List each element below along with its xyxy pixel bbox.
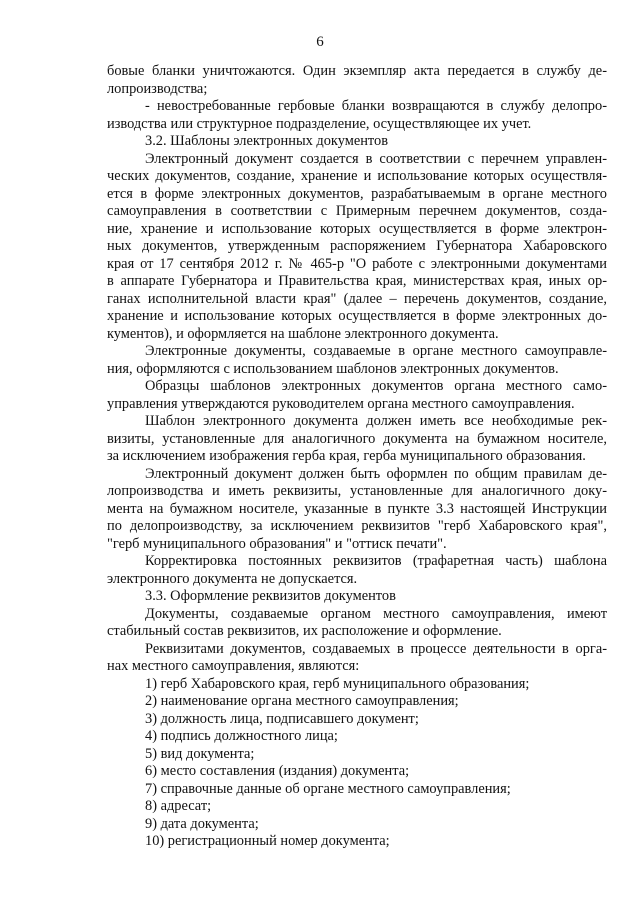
document-body <box>107 63 607 851</box>
text-line: Образцы шаблонов электронных документов органа местного само- <box>145 378 607 394</box>
text-line: - невостребованные гербовые бланки возвращаются в службу делопро- <box>145 98 607 114</box>
text-line: Электронные документы, создаваемые в органе местного самоуправле- <box>145 343 607 359</box>
text-line: ческих документов, создание, хранение и использование которых осуществля- <box>107 168 607 184</box>
text-line: "герб муниципального образования" и "оттиск печати". <box>107 535 447 552</box>
text-line: Электронный документ создается в соответствии с перечнем управлен- <box>145 150 607 167</box>
section-heading: 3.3. Оформление реквизитов документов <box>145 588 396 604</box>
text-line: мента на бумажном носителе, указанные в пункте 3.3 настоящей Инструкции <box>107 500 607 517</box>
text-line: ния, оформляются с использованием шаблонов электронных документов. <box>107 360 559 377</box>
text-line: Шаблон электронного документа должен иметь все необходимые рек- <box>145 413 607 429</box>
list-item: 8) адресат; <box>145 798 212 814</box>
list-item: 2) наименование органа местного самоуправления; <box>145 693 459 709</box>
text-line: лопроизводства; <box>107 80 208 97</box>
list-item: 4) подпись должностного лица; <box>145 728 338 744</box>
text-line: визиты, установленные для аналогичного документа на бумажном носителе, <box>107 430 607 447</box>
text-line: за исключением изображения герба края, герба муниципального образования. <box>107 448 586 464</box>
page-number: 6 <box>316 34 324 50</box>
text-line: лопроизводства и иметь реквизиты, установленные для аналогичного доку- <box>107 483 607 499</box>
text-line: края от 17 сентября 2012 г. № 465-р "О работе с электронными документами <box>107 255 607 272</box>
text-line: электронного документа не допускается. <box>107 570 358 587</box>
text-line: Корректировка постоянных реквизитов (трафаретная часть) шаблона <box>145 553 607 569</box>
text-line: управления утверждаются руководителем органа местного самоуправления. <box>107 395 575 412</box>
text-line: ется в форме электронных документов, разрабатываемым в органе местного <box>107 185 607 202</box>
list-item: 7) справочные данные об органе местного самоуправления; <box>145 780 511 797</box>
text-line: в аппарате Губернатора и Правительства края, министерствах края, иных ор- <box>107 273 607 289</box>
list-item: 3) должность лица, подписавшего документ; <box>145 710 419 727</box>
list-item: 9) дата документа; <box>145 815 259 832</box>
text-line: ние, хранение и использование которых осуществляется в форме электрон- <box>107 220 607 237</box>
text-line: Электронный документ должен быть оформлен по общим правилам де- <box>145 465 607 482</box>
list-item: 10) регистрационный номер документа; <box>145 833 390 849</box>
text-line: ганах исполнительной власти края" (далее – перечень документов, создание, <box>107 290 607 307</box>
text-line: кументов), и оформляется на шаблоне электронного документа. <box>107 325 499 342</box>
text-line: Документы, создаваемые органом местного самоуправления, имеют <box>145 605 607 622</box>
text-line: стабильный состав реквизитов, их расположение и оформление. <box>107 623 502 639</box>
text-line: бовые бланки уничтожаются. Один экземпляр акта передается в службу де- <box>107 63 607 79</box>
text-line: изводства или структурное подразделение, осуществляющее их учет. <box>107 115 532 132</box>
text-line: по делопроизводству, за исключением реквизитов "герб Хабаровского края", <box>107 518 607 534</box>
text-line: нах местного самоуправления, являются: <box>107 658 360 674</box>
list-item: 1) герб Хабаровского края, герб муниципального образования; <box>145 675 530 692</box>
list-item: 5) вид документа; <box>145 745 255 762</box>
text-line: хранение и использование которых осуществляется в форме электронных до- <box>107 308 607 324</box>
text-line: ных документов, утвержденным распоряжением Губернатора Хабаровского <box>107 238 607 254</box>
text-line: самоуправления в соответствии с Примерным перечнем документов, созда- <box>107 203 607 219</box>
list-item: 6) место составления (издания) документа; <box>145 763 410 779</box>
section-heading: 3.2. Шаблоны электронных документов <box>145 133 388 149</box>
text-line: Реквизитами документов, создаваемых в процессе деятельности в орга- <box>145 640 607 657</box>
